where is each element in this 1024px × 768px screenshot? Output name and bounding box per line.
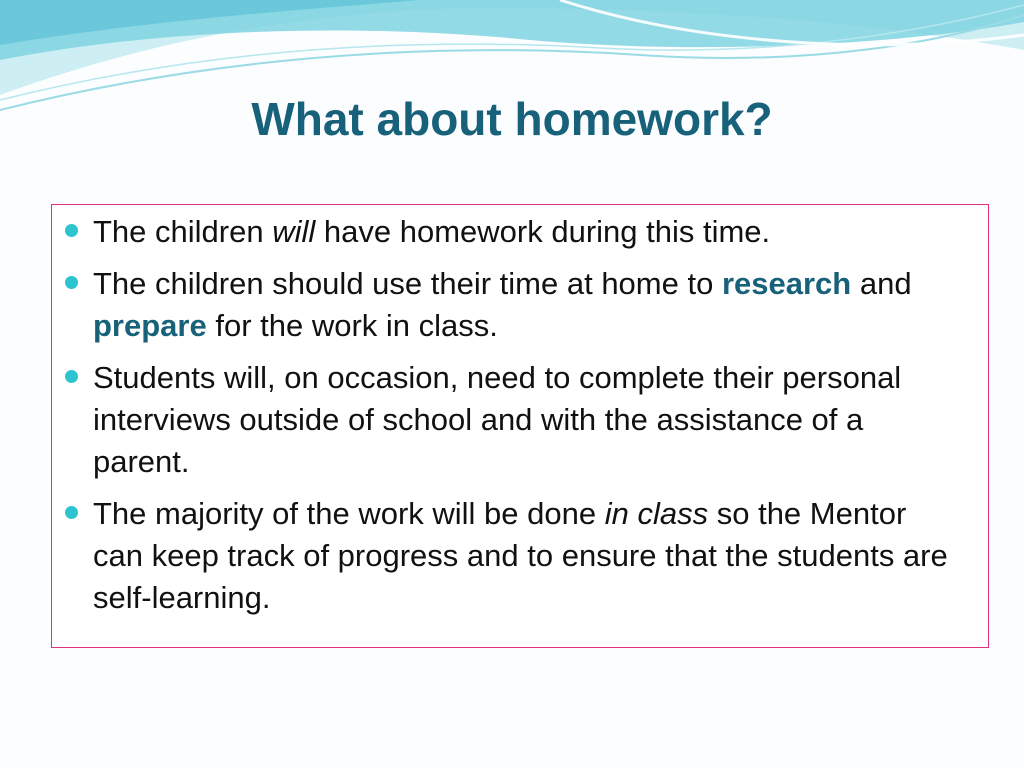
bullet-text: have homework during this time. bbox=[315, 214, 771, 249]
bullet-dot-icon bbox=[65, 370, 78, 383]
bullet-text: The children should use their time at home to bbox=[93, 266, 722, 301]
bullet-text: The children bbox=[93, 214, 273, 249]
bullet-text: and bbox=[851, 266, 912, 301]
bullet-emphasis: will bbox=[272, 214, 316, 249]
content-box bbox=[51, 204, 989, 648]
bullet-text: The majority of the work will be done bbox=[93, 496, 605, 531]
bullet-text: Students will, on occasion, need to complete their personal interviews outside of school and with the assistance of a parent. bbox=[93, 360, 902, 479]
bullet-dot-icon bbox=[65, 276, 78, 289]
bullet-text: for the work in class. bbox=[206, 308, 498, 343]
slide-title: What about homework? bbox=[251, 93, 773, 145]
bullet-text: so the Mentor can keep track of progress and to ensure that the students are self-learning. bbox=[93, 496, 948, 615]
bullet-highlight: prepare bbox=[93, 308, 207, 343]
bullet-dot-icon bbox=[65, 224, 78, 237]
bullet-item bbox=[93, 211, 960, 253]
bullet-item bbox=[93, 357, 960, 483]
bullet-emphasis: in class bbox=[604, 496, 709, 531]
bullet-highlight: research bbox=[721, 266, 852, 301]
bullet-item bbox=[93, 493, 960, 619]
bullet-item bbox=[93, 263, 960, 347]
bullet-dot-icon bbox=[65, 506, 78, 519]
bullet-list bbox=[93, 211, 960, 619]
